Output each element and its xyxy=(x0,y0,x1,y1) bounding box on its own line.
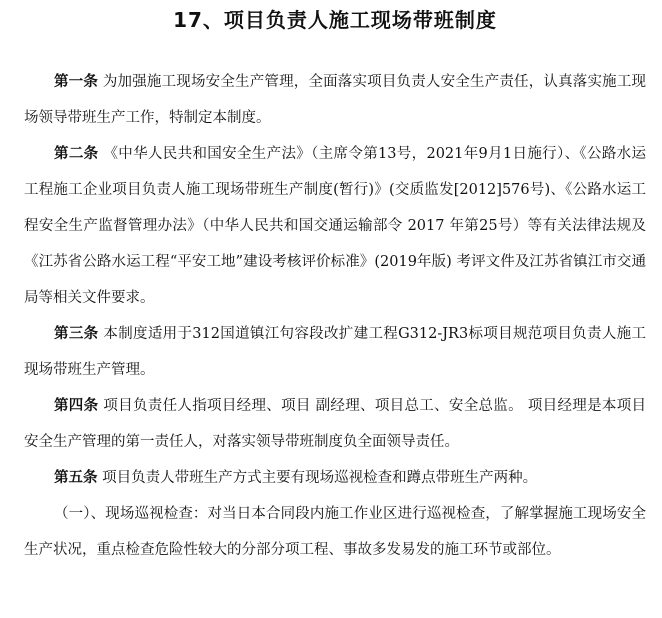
article-2-lead: 第二条 xyxy=(54,146,99,162)
article-2 xyxy=(24,136,646,316)
article-4-lead: 第四条 xyxy=(54,398,99,414)
article-5-item-1 xyxy=(24,496,646,568)
article-3-text: 本制度适用于312国道镇江句容段改扩建工程G312-JR3标项目规范项目负责人施工现场带班生产管理。 xyxy=(24,326,646,378)
article-5-text: 项目负责人带班生产方式主要有现场巡视检查和蹲点带班生产两种。 xyxy=(97,470,538,486)
article-5 xyxy=(24,460,646,496)
article-5-lead: 第五条 xyxy=(54,470,98,486)
article-3 xyxy=(24,316,646,388)
article-4-text: 项目负责任人指项目经理、项目 副经理、项目总工、安全总监。 项目经理是本项目安全生产管理的第一责任人，对落实领导带班制度负全面领导责任。 xyxy=(24,398,647,450)
article-1-text: 为加强施工现场安全生产管理，全面落实项目负责人安全生产责任，认真落实施工现场领导带班生产工作，特制定本制度。 xyxy=(24,74,647,126)
article-1 xyxy=(24,64,646,136)
article-3-lead: 第三条 xyxy=(54,326,99,342)
article-2-text: 《中华人民共和国安全生产法》（主席令第13号，2021年9月1日施行）、《公路水运工程施工企业项目负责人施工现场带班生产制度(暂行)》(交质监发[2012]576号)、《公路水运工程安全生产监督管理办法》（中华人民共和国交通运输部令 2017 年第25号）等有关法律法规及《江苏省公路水运工程“平安工地”建设考核评价标准》(2019年版) 考评文件及江苏省镇江市交通局等相关文件要求。 xyxy=(24,146,646,306)
article-4 xyxy=(24,388,646,460)
document-title: 17、项目负责人施工现场带班制度 xyxy=(173,8,497,32)
article-1-lead: 第一条 xyxy=(54,74,99,90)
article-5-item-1-text: （一）、现场巡视检查：对当日本合同段内施工作业区进行巡视检查，了解掌握施工现场安全生产状况，重点检查危险性较大的分部分项工程、事故多发易发的施工环节或部位。 xyxy=(24,506,646,558)
